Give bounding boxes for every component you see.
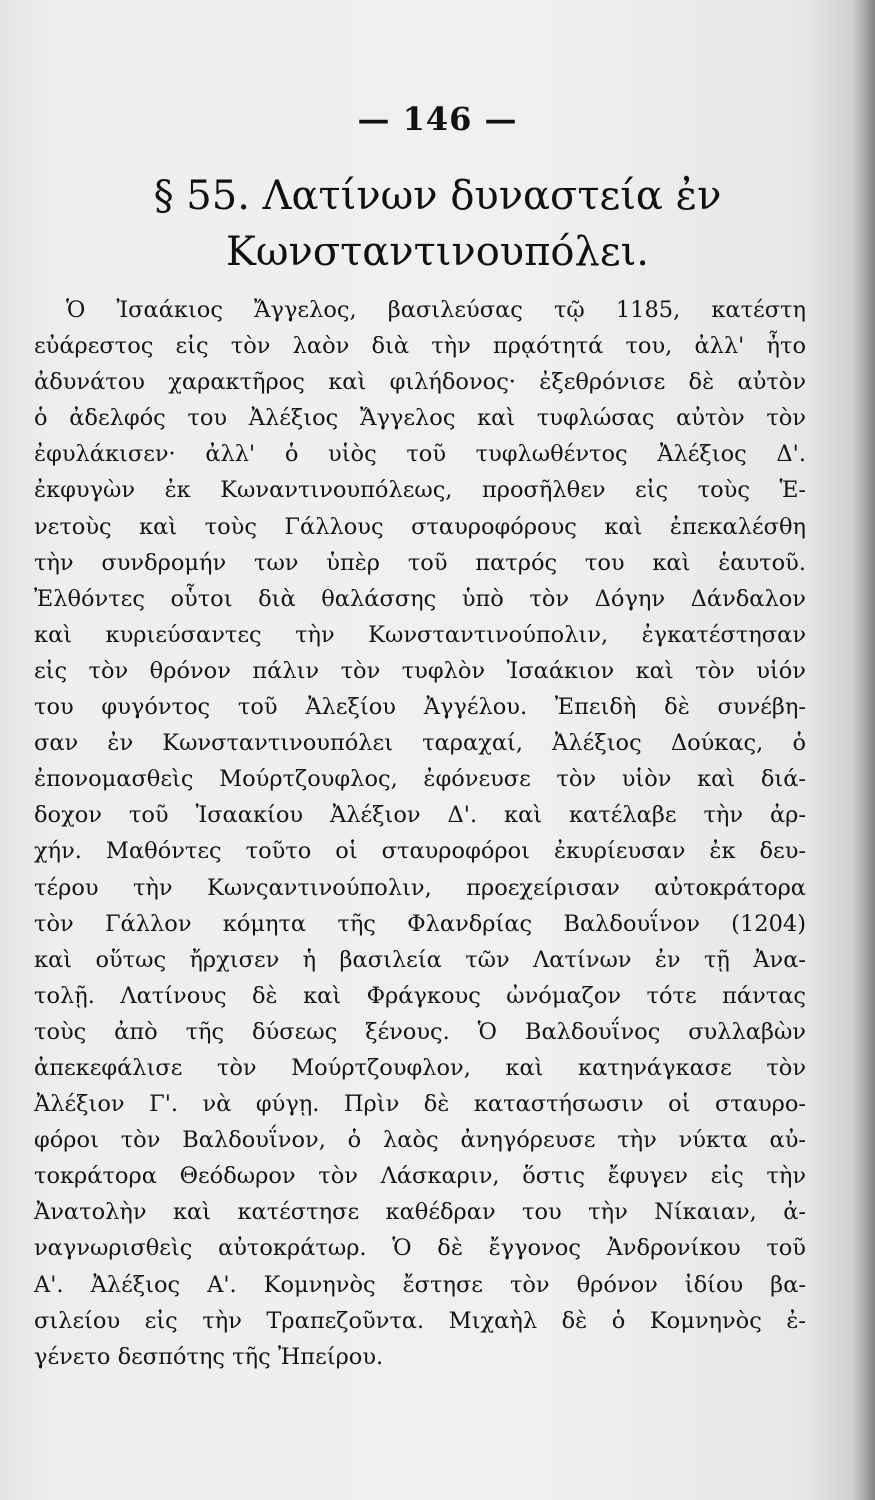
text-line: Ἐλθόντες οὗτοι διὰ θαλάσσης ὑπὸ τὸν Δόγην Δάνδαλον bbox=[34, 585, 806, 612]
text-line: ὁ ἀδελφός του Ἀλέξιος Ἄγγελος καὶ τυφλώσας αὐτὸν τὸν bbox=[34, 405, 806, 432]
text-line: ἀδυνάτου χαρακτῆρος καὶ φιλήδονος· ἐξεθρόνισε δὲ αὐτὸν bbox=[34, 369, 806, 396]
text-line: τέρου τὴν Κωνςαντινούπολιν, προεχείρισαν αὐτοκράτορα bbox=[34, 874, 806, 901]
text-line: χήν. Μαθόντες τοῦτο οἱ σταυροφόροι ἐκυρίευσαν ἐκ δευ- bbox=[34, 838, 806, 865]
section-heading-line-2: Κωνσταντινουπόλει. bbox=[226, 229, 649, 275]
text-line: Ὁ Ἰσαάκιος Ἄγγελος, βασιλεύσας τῷ 1185, κατέστη bbox=[66, 297, 806, 323]
text-line: νετοὺς καὶ τοὺς Γάλλους σταυροφόρους καὶ ἐπεκαλέσθη bbox=[34, 513, 806, 540]
text-line: δοχον τοῦ Ἰσαακίου Ἀλέξιον Δ'. καὶ κατέλαβε τὴν ἀρ- bbox=[34, 802, 806, 829]
text-line: ἐκφυγὼν ἐκ Κωναντινουπόλεως, προσῆλθεν εἰς τοὺς Ἑ- bbox=[34, 477, 806, 504]
page-spine-shadow bbox=[853, 0, 875, 1500]
text-line: ἐπονομασθεὶς Μούρτζουφλος, ἐφόνευσε τὸν υἱὸν καὶ διά- bbox=[34, 766, 806, 793]
text-line: ἐφυλάκισεν· ἀλλ' ὁ υἱὸς τοῦ τυφλωθέντος Ἀλέξιος Δ'. bbox=[34, 441, 806, 468]
text-line: καὶ κυριεύσαντες τὴν Κωνσταντινούπολιν, ἐγκατέστησαν bbox=[34, 621, 806, 648]
text-line: τοκράτορα Θεόδωρον τὸν Λάσκαριν, ὅστις ἔφυγεν εἰς τὴν bbox=[34, 1163, 806, 1190]
text-line: εὐάρεστος εἰς τὸν λαὸν διὰ τὴν πρᾳότητά του, ἀλλ' ἦτο bbox=[34, 333, 806, 360]
text-line: του φυγόντος τοῦ Ἀλεξίου Ἀγγέλου. Ἐπειδὴ δὲ συνέβη- bbox=[34, 694, 806, 721]
text-line: γένετο δεσπότης τῆς Ἠπείρου. bbox=[34, 1343, 384, 1370]
text-line: σιλείου εἰς τὴν Τραπεζοῦντα. Μιχαὴλ δὲ ὁ Κομνηνὸς ἐ- bbox=[34, 1307, 806, 1334]
text-line: Ἀνατολὴν καὶ κατέστησε καθέδραν του τὴν Νίκαιαν, ἀ- bbox=[34, 1199, 806, 1226]
text-line: Α'. Ἀλέξιος Α'. Κομνηνὸς ἔστησε τὸν θρόνον ἰδίου βα- bbox=[34, 1271, 806, 1298]
text-line: Ἀλέξιον Γ'. νὰ φύγῃ. Πρὶν δὲ καταστήσωσιν οἱ σταυρο- bbox=[34, 1091, 806, 1118]
section-heading-line-1: § 55. Λατίνων δυναστεία ἐν bbox=[153, 173, 722, 219]
text-line: τολῇ. Λατίνους δὲ καὶ Φράγκους ὠνόμαζον τότε πάντας bbox=[34, 982, 806, 1009]
text-line: εἰς τὸν θρόνον πάλιν τὸν τυφλὸν Ἰσαάκιον καὶ τὸν υἱόν bbox=[34, 657, 806, 684]
text-line: τὴν συνδρομήν των ὑπὲρ τοῦ πατρός του καὶ ἑαυτοῦ. bbox=[34, 549, 806, 576]
text-line: τὸν Γάλλον κόμητα τῆς Φλανδρίας Βαλδουΐνον (1204) bbox=[34, 910, 806, 937]
section-heading bbox=[60, 168, 815, 280]
page-number: — 146 — bbox=[357, 100, 518, 138]
text-line: καὶ οὕτως ἤρχισεν ἡ βασιλεία τῶν Λατίνων ἐν τῇ Ἀνα- bbox=[34, 946, 806, 973]
text-line: τοὺς ἀπὸ τῆς δύσεως ξένους. Ὁ Βαλδουΐνος συλλαβὼν bbox=[34, 1018, 806, 1045]
body-paragraph bbox=[34, 292, 806, 1375]
text-line: ἀπεκεφάλισε τὸν Μούρτζουφλον, καὶ κατηνάγκασε τὸν bbox=[34, 1054, 806, 1081]
text-line: σαν ἐν Κωνσταντινουπόλει ταραχαί, Ἀλέξιος Δούκας, ὁ bbox=[34, 730, 806, 757]
text-line: ναγνωρισθεὶς αὐτοκράτωρ. Ὁ δὲ ἔγγονος Ἀνδρονίκου τοῦ bbox=[34, 1235, 806, 1262]
text-line: φόροι τὸν Βαλδουΐνον, ὁ λαὸς ἀνηγόρευσε τὴν νύκτα αὐ- bbox=[34, 1127, 806, 1154]
